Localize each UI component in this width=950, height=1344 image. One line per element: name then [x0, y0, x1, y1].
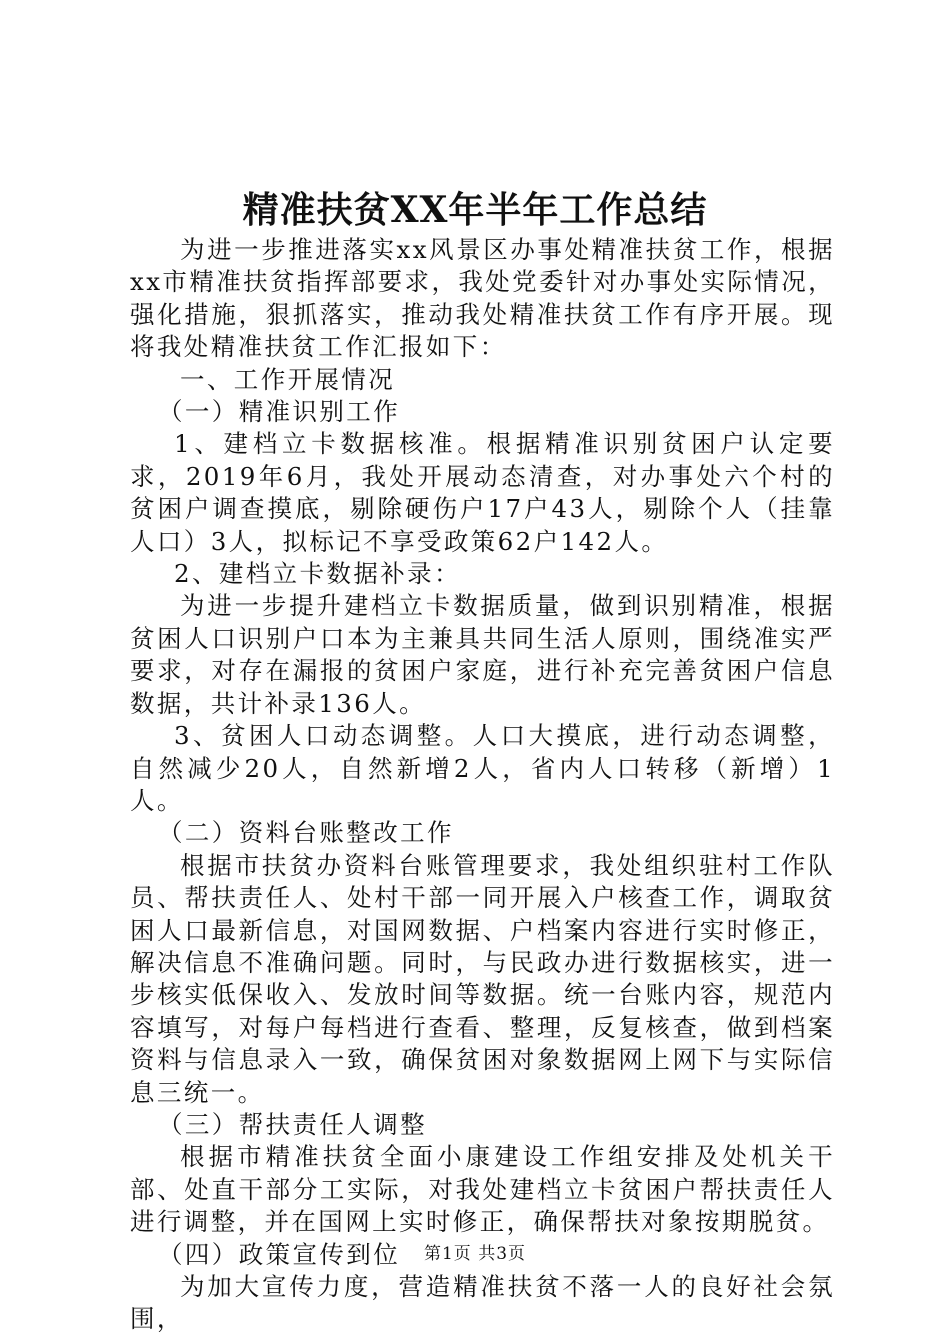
document-body — [130, 234, 835, 1336]
paragraph-dynamic-adjustment: 3、贫困人口动态调整。人口大摸底，进行动态调整，自然减少20人，自然新增2人，省内人口转移（新增）1人。 — [130, 721, 835, 815]
subsection-heading-2: （二）资料台账整改工作 — [158, 818, 454, 848]
paragraph-data-verification: 1、建档立卡数据核准。根据精准识别贫困户认定要求，2019年6月，我处开展动态清查，对办事处六个村的贫困户调查摸底，剔除硬伤户17户43人，剔除个人（挂靠人口）3人，拟标记不享受政策62户142人。 — [130, 429, 835, 556]
page-number-footer: 第1页 共3页 — [423, 1244, 527, 1264]
paragraph-policy-publicity: 为加大宣传力度，营造精准扶贫不落一人的良好社会氛围， — [130, 1272, 835, 1334]
paragraph-responsible-person: 根据市精准扶贫全面小康建设工作组安排及处机关干部、处直干部分工实际，对我处建档立卡贫困户帮扶责任人进行调整，并在国网上实时修正，确保帮扶对象按期脱贫。 — [130, 1142, 835, 1237]
section-heading-1: 一、工作开展情况 — [180, 364, 396, 394]
item-heading-data-supplement: 2、建档立卡数据补录： — [174, 559, 461, 589]
subsection-heading-4: （四）政策宣传到位 — [158, 1239, 401, 1269]
subsection-heading-1: （一）精准识别工作 — [158, 397, 401, 427]
paragraph-data-supplement: 为进一步提升建档立卡数据质量，做到识别精准，根据贫困人口识别户口本为主兼具共同生活人原则，围绕准实严要求，对存在漏报的贫困户家庭，进行补充完善贫困户信息数据，共计补录136人。 — [130, 591, 835, 718]
subsection-heading-3: （三）帮扶责任人调整 — [158, 1109, 427, 1139]
document-title: 精准扶贫XX年半年工作总结 — [242, 189, 708, 231]
paragraph-ledger-rectification: 根据市扶贫办资料台账管理要求，我处组织驻村工作队员、帮扶责任人、处村干部一同开展入户核查工作，调取贫困人口最新信息，对国网数据、户档案内容进行实时修正，解决信息不准确问题。同时，与民政办进行数据核实，进一步核实低保收入、发放时间等数据。统一台账内容，规范内容填写，对每户每档进行查看、整理，反复核查，做到档案资料与信息录入一致，确保贫困对象数据网上网下与实际信息三统一。 — [130, 850, 835, 1107]
intro-paragraph: 为进一步推进落实xx风景区办事处精准扶贫工作，根据xx市精准扶贫指挥部要求，我处党委针对办事处实际情况，强化措施，狠抓落实，推动我处精准扶贫工作有序开展。现将我处精准扶贫工作汇报如下： — [130, 235, 835, 362]
